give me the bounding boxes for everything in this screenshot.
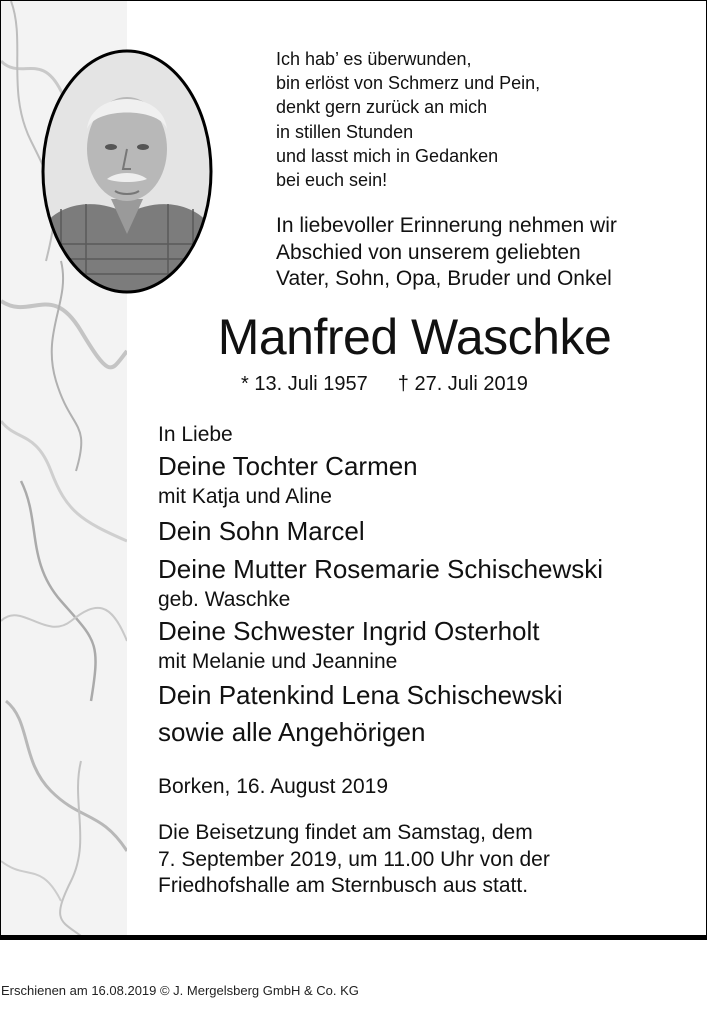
family-list <box>158 421 603 749</box>
family-member-note: mit Katja und Aline <box>158 485 332 508</box>
family-member-note: mit Melanie und Jeannine <box>158 650 398 673</box>
birth-date: * 13. Juli 1957 <box>241 373 368 395</box>
family-member-note: geb. Waschke <box>158 588 291 611</box>
family-member: Dein Sohn Marcel <box>158 516 365 546</box>
poem-line: bei euch sein! <box>276 170 388 191</box>
publication-footer: Erschienen am 16.08.2019 © J. Mergelsberg GmbH & Co. KG <box>1 983 359 998</box>
family-member: Deine Tochter Carmen <box>158 451 418 481</box>
intro-line: Vater, Sohn, Opa, Bruder und Onkel <box>276 267 612 290</box>
death-date: † 27. Juli 2019 <box>397 373 528 395</box>
burial-notice <box>158 820 550 900</box>
poem-line: Ich hab’ es überwunden, <box>276 49 472 69</box>
family-member: Deine Mutter Rosemarie Schischewski <box>158 554 604 584</box>
life-dates <box>241 371 528 397</box>
in-love-label: In Liebe <box>158 423 233 446</box>
burial-line: 7. September 2019, um 11.00 Uhr von der <box>158 847 550 871</box>
poem-line: bin erlöst von Schmerz und Pein, <box>276 73 541 94</box>
memorial-poem <box>276 47 540 192</box>
poem-line: denkt gern zurück an mich <box>276 97 488 118</box>
place-and-date: Borken, 16. August 2019 <box>158 775 389 798</box>
burial-line: Die Beisetzung findet am Samstag, dem <box>158 821 533 844</box>
poem-line: und lasst mich in Gedanken <box>276 145 499 166</box>
family-member: Deine Schwester Ingrid Osterholt <box>158 616 540 646</box>
burial-line: Friedhofshalle am Sternbusch aus statt. <box>158 874 529 897</box>
intro-line: In liebevoller Erinnerung nehmen wir <box>276 214 617 237</box>
intro-line: Abschied von unserem geliebten <box>276 240 581 264</box>
portrait-photo <box>41 49 213 294</box>
farewell-intro <box>276 213 617 293</box>
deceased-name: Manfred Waschke <box>217 309 612 365</box>
family-member: Dein Patenkind Lena Schischewski <box>158 680 563 710</box>
family-closing: sowie alle Angehörigen <box>158 717 426 747</box>
poem-line: in stillen Stunden <box>276 121 414 142</box>
